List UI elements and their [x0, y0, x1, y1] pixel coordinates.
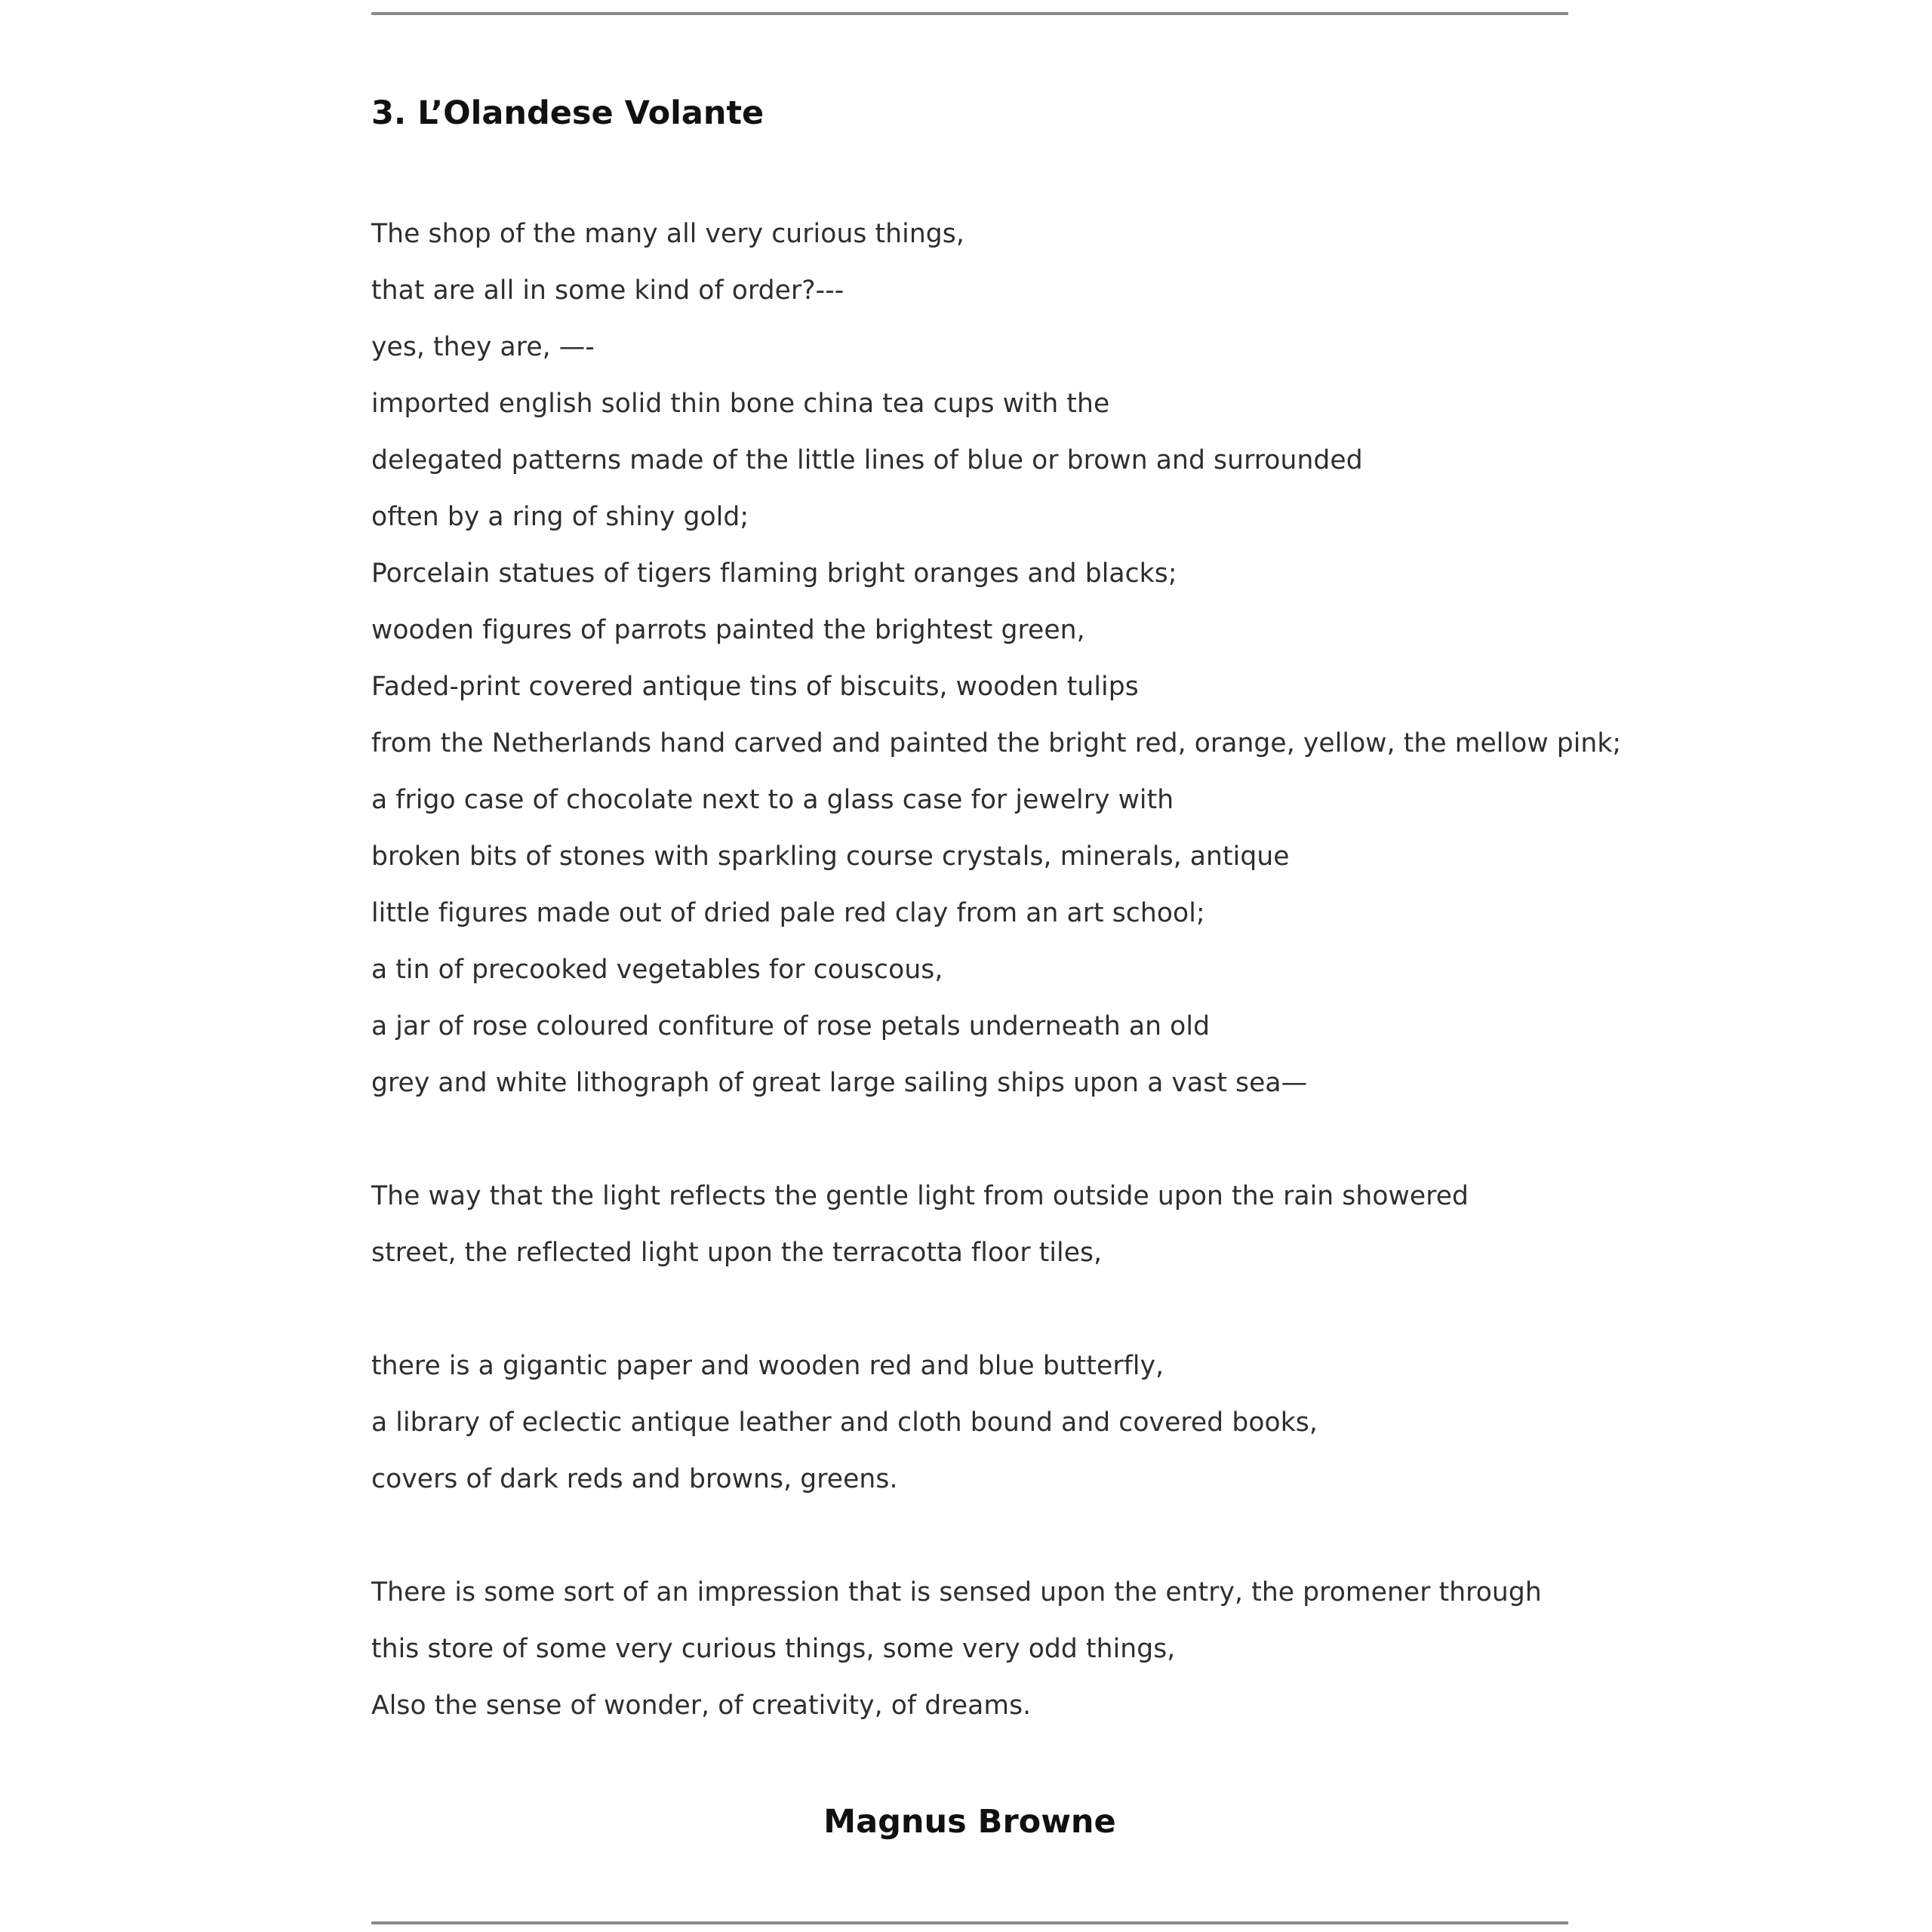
poem-line: this store of some very curious things, some very odd things, — [371, 1634, 1176, 1664]
poem-line: a tin of precooked vegetables for couscous, — [371, 955, 943, 985]
poem-line: there is a gigantic paper and wooden red and blue butterfly, — [371, 1351, 1164, 1381]
poem-line: broken bits of stones with sparkling course crystals, minerals, antique — [371, 841, 1290, 872]
bottom-divider — [371, 1921, 1568, 1924]
poem-line: yes, they are, —- — [371, 332, 595, 362]
poem-line: grey and white lithograph of great large sailing ships upon a vast sea— — [371, 1068, 1308, 1098]
poem-line: Also the sense of wonder, of creativity, of dreams. — [371, 1690, 1032, 1721]
document-page — [371, 0, 1622, 1932]
poem-line: a jar of rose coloured confiture of rose petals underneath an old — [371, 1011, 1211, 1041]
poem-line: that are all in some kind of order?--- — [371, 275, 844, 306]
poem-line: Porcelain statues of tigers flaming bright oranges and blacks; — [371, 558, 1177, 589]
poem-line: often by a ring of shiny gold; — [371, 502, 749, 532]
poem-title: 3. L’Olandese Volante — [371, 94, 764, 132]
poem-body — [371, 206, 1622, 1734]
poem-line: little figures made out of dried pale red clay from an art school; — [371, 898, 1205, 928]
stanza — [371, 1564, 1568, 1734]
poem-line: imported english solid thin bone china tea cups with the — [371, 389, 1110, 419]
poem-line: The way that the light reflects the gentle light from outside upon the rain showered — [371, 1181, 1469, 1211]
poem-line: a library of eclectic antique leather and cloth bound and covered books, — [371, 1407, 1318, 1438]
poem-line: street, the reflected light upon the terracotta floor tiles, — [371, 1238, 1103, 1268]
author-name: Magnus Browne — [823, 1803, 1116, 1841]
poem-line: The shop of the many all very curious things, — [371, 219, 964, 249]
poem-line: delegated patterns made of the little lines of blue or brown and surrounded — [371, 445, 1363, 475]
poem-line: a frigo case of chocolate next to a glass case for jewelry with — [371, 785, 1174, 815]
stanza — [371, 206, 1622, 1112]
poem-line: covers of dark reds and browns, greens. — [371, 1464, 898, 1494]
poem-line: from the Netherlands hand carved and painted the bright red, orange, yellow, the mellow pink; — [371, 728, 1622, 758]
stanza — [371, 1168, 1568, 1281]
poem-line: wooden figures of parrots painted the brightest green, — [371, 615, 1085, 645]
top-divider — [371, 12, 1568, 15]
poem-line: There is some sort of an impression that is sensed upon the entry, the promener through — [371, 1577, 1542, 1607]
poem-line: Faded-print covered antique tins of biscuits, wooden tulips — [371, 672, 1139, 702]
stanza — [371, 1338, 1568, 1508]
